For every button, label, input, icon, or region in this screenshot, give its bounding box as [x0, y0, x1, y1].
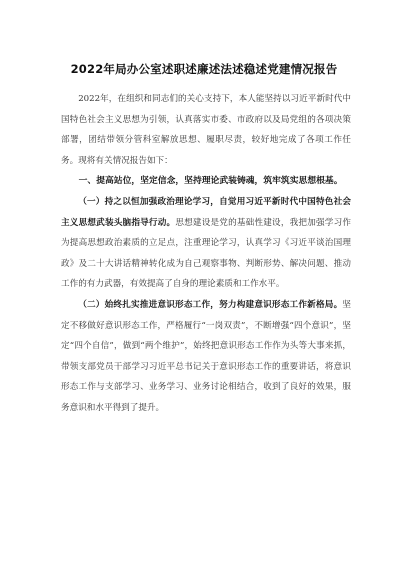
subsection-paragraph-2: [61, 295, 351, 419]
subsection-heading-1: （一）持之以恒加强政治理论学习，自觉用习近平新时代中国特色社会主义思想武装头脑指导行动。: [61, 196, 351, 228]
subsection-heading-2: （二）始终扎实推进意识形态工作，努力构建意识形态工作新格局。: [78, 299, 343, 310]
subsection-body-2: 坚定不移做好意识形态工作，严格履行“一岗双责”，不断增强“四个意识”，坚定“四个自信”，做到“两个维护”，始终把意识形态工作作为头等大事来抓，带领支部党员干部学习习近平总书记关于意识形态工作的重要讲话，将意识形态工作与支部学习、业务学习、业务讨论相结合，收到了良好的效果，服务意识和水平得到了提升。: [61, 299, 351, 413]
subsection-body-1: 思想建设是党的基础性建设，我把加强学习作为提高思想政治素质的立足点，注重理论学习，认真学习《习近平谈治国理政》及二十大讲话精神转化成为自己观察事物、判断形势、解决问题、推动工作的有力武器，有效提高了自身的理论素质和工作水平。: [61, 217, 351, 290]
section-heading-1: 一、提高站位，坚定信念，坚持理论武装铸魂，筑牢筑实思想根基。: [78, 176, 343, 187]
document-body: [61, 89, 351, 419]
intro-paragraph: 2022年，在组织和同志们的关心支持下，本人能坚持以习近平新时代中国特色社会主义思想为引领，认真落实市委、市政府以及局党组的各项决策部署，团结带领分管科室解放思想、履职尽责，较好地完成了各项工作任务。现将有关情况报告如下：: [61, 94, 351, 166]
document-title: 2022年局办公室述职述廉述法述稳述党建情况报告: [70, 62, 338, 76]
subsection-paragraph-1: [61, 192, 351, 295]
